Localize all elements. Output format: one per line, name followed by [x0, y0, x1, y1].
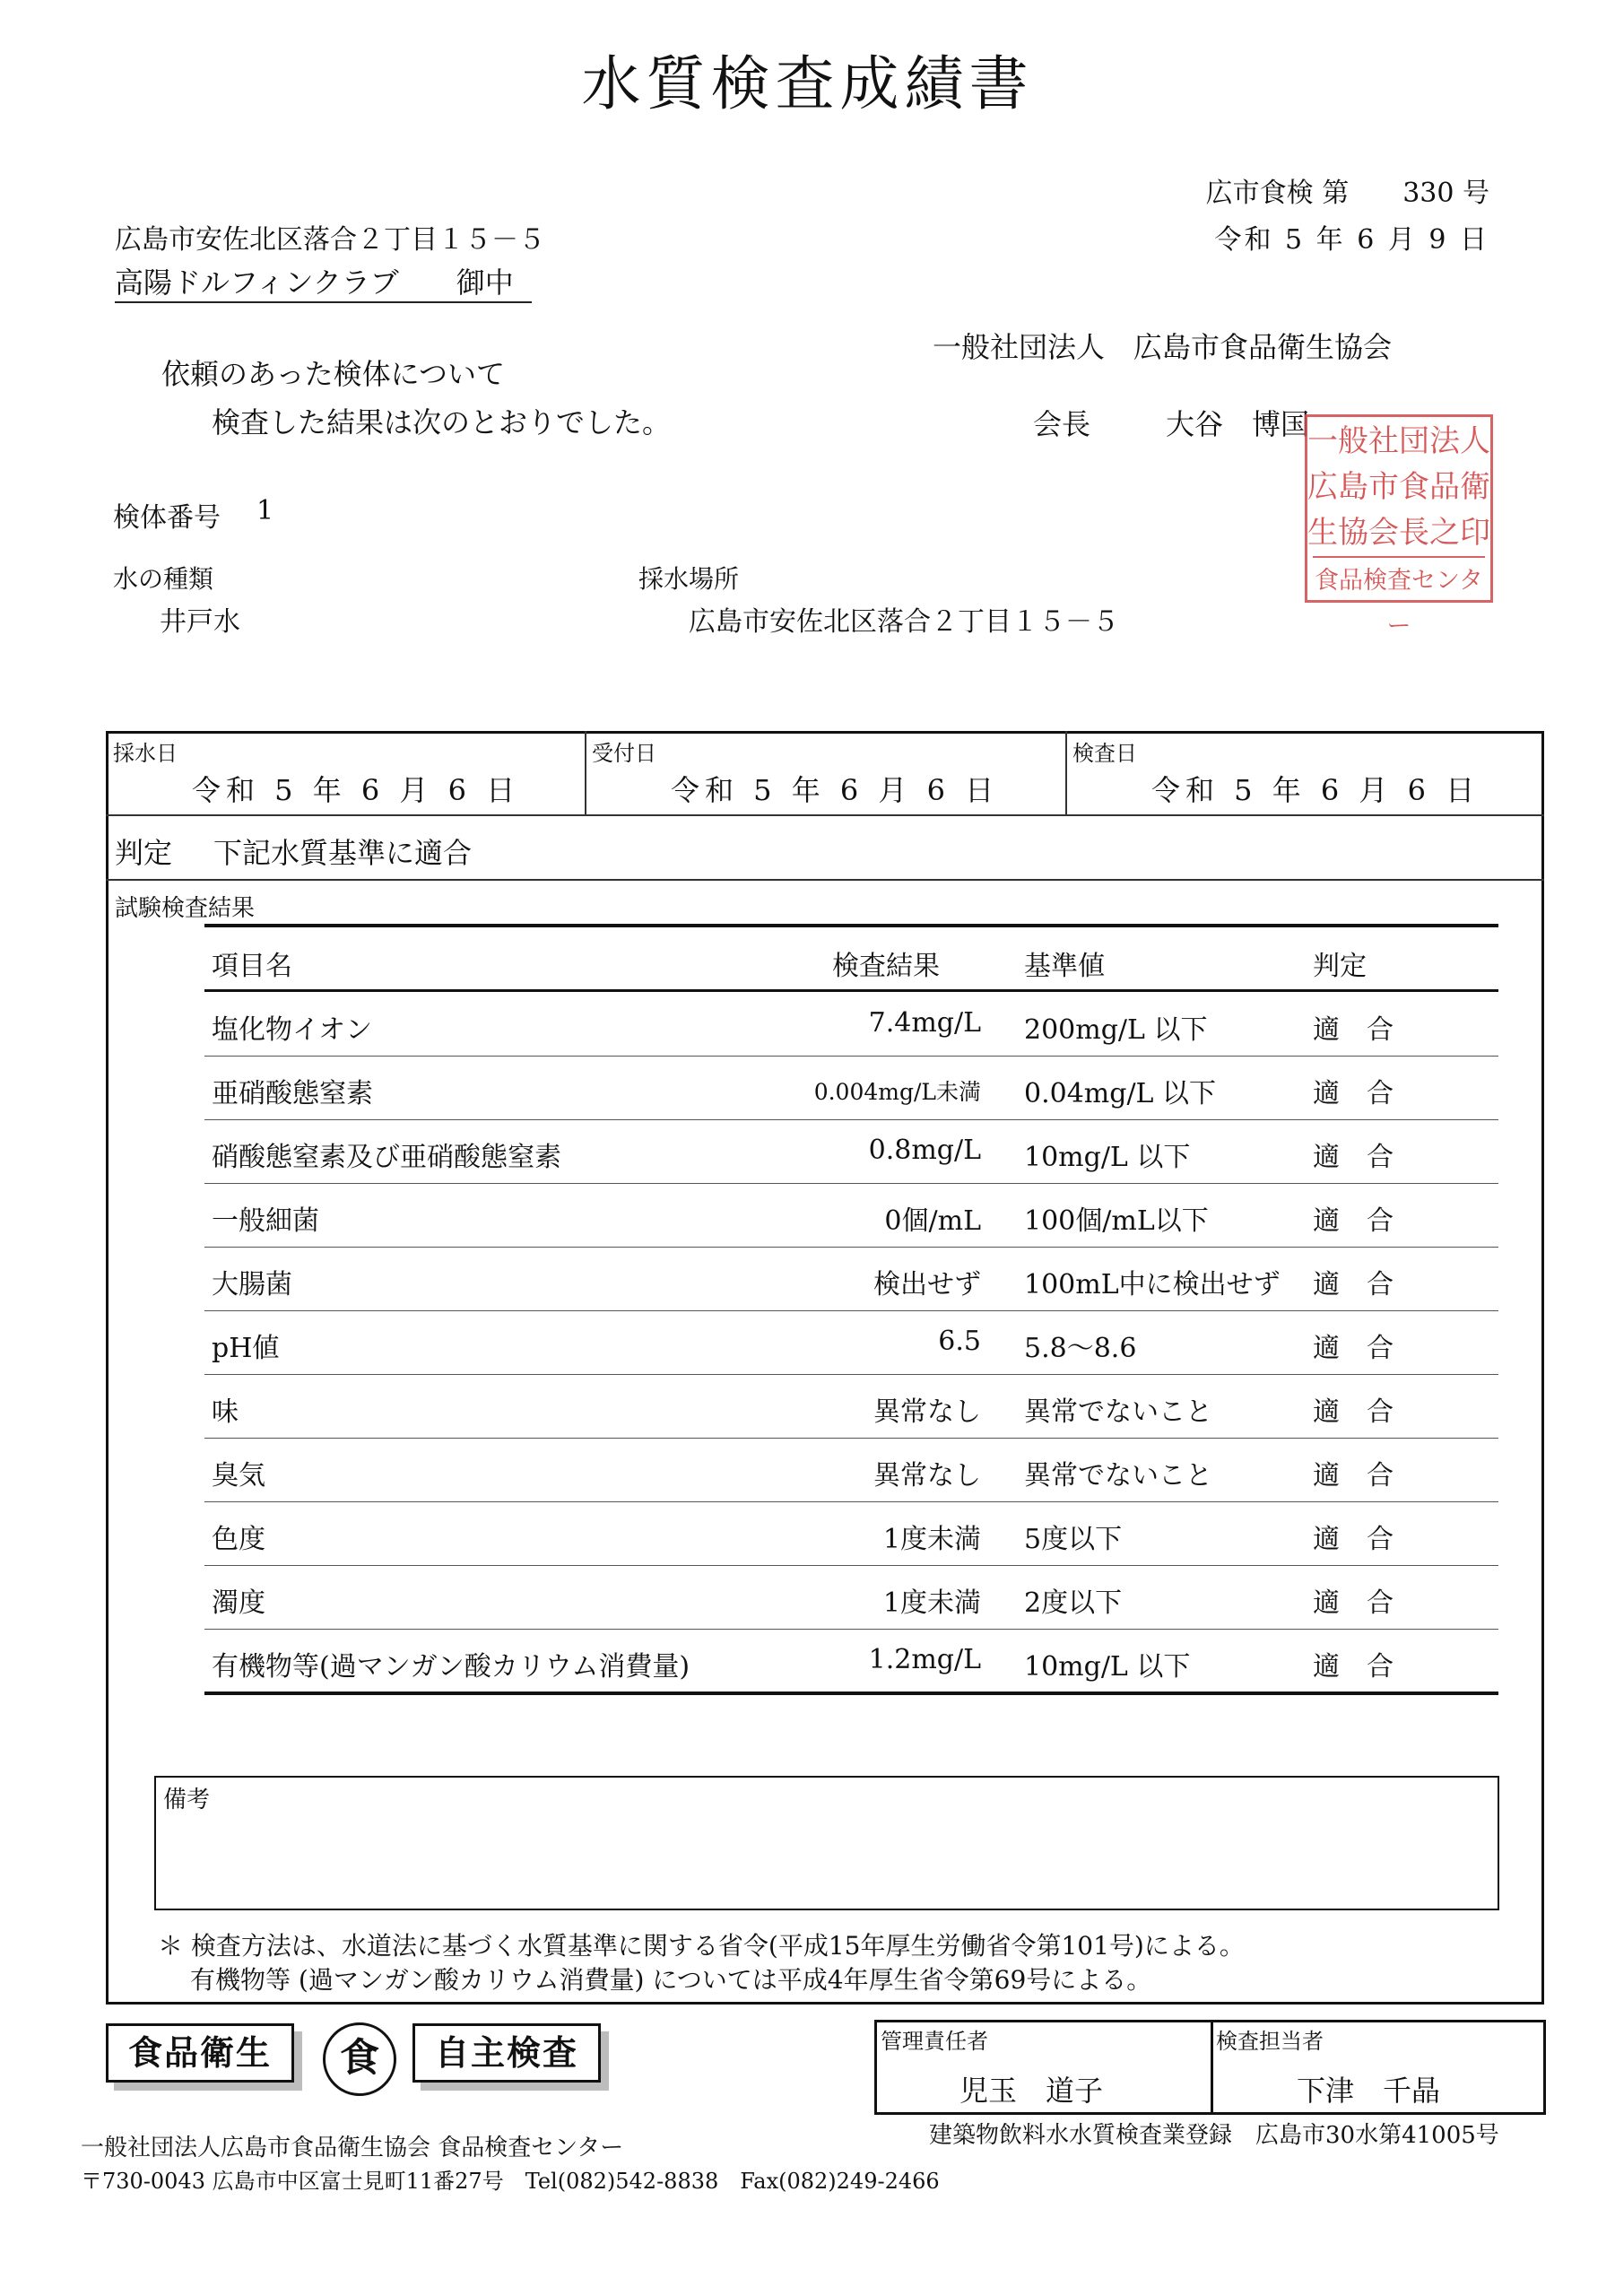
divider — [585, 731, 586, 814]
footer-organization: 一般社団法人広島市食品衛生協会 食品検査センター — [81, 2135, 624, 2161]
cell-result: 0.004mg/L未満 — [813, 1079, 981, 1105]
issue-date: 令和 5 年 6 月 9 日 — [1214, 224, 1489, 256]
cell-standard: 100個/mL以下 — [1024, 1205, 1209, 1237]
cell-standard: 5.8～8.6 — [1024, 1333, 1137, 1364]
remarks-box — [154, 1776, 1499, 1910]
association-logo-icon: 食 — [323, 2022, 396, 2096]
method-note-line-1: ＊ 検査方法は、水道法に基づく水質基準に関する省令(平成15年厚生労働省令第101号)による。 — [158, 1931, 1245, 1961]
row-divider — [204, 1183, 1498, 1184]
header-rule — [204, 989, 1498, 992]
row-divider — [204, 1565, 1498, 1566]
column-header-verdict: 判定 — [1313, 951, 1367, 982]
stamp-line: 一般社団法人 — [1307, 423, 1490, 459]
results-section-label: 試験検査結果 — [115, 895, 256, 922]
inspector-name: 下津 千晶 — [1297, 2074, 1441, 2108]
column-header-item: 項目名 — [212, 951, 292, 982]
cell-result: 6.5 — [938, 1326, 981, 1357]
issuer-name: 大谷 博国 — [1166, 407, 1310, 441]
cell-result: 0.8mg/L — [868, 1135, 981, 1166]
row-divider — [204, 1629, 1498, 1630]
row-divider — [204, 1374, 1498, 1375]
cell-result: 1度未満 — [882, 1587, 981, 1619]
stamp-line: 食品検査センター — [1313, 556, 1485, 649]
cell-verdict: 適 合 — [1313, 1587, 1394, 1619]
cell-standard: 200mg/L 以下 — [1024, 1014, 1208, 1046]
row-divider — [204, 1247, 1498, 1248]
cell-result: 1.2mg/L — [868, 1644, 981, 1675]
cell-verdict: 適 合 — [1313, 1333, 1394, 1364]
specimen-label: 検体番号 — [113, 502, 221, 534]
cell-standard: 10mg/L 以下 — [1024, 1651, 1191, 1683]
recipient-name: 高陽ドルフィンクラブ 御中 — [115, 260, 532, 303]
row-divider — [204, 1501, 1498, 1502]
method-note-line-2: 有機物等 (過マンガン酸カリウム消費量) については平成4年厚生省令第69号による。 — [190, 1965, 1152, 1995]
stamp-line: 広島市食品衛 — [1307, 469, 1490, 505]
judgement-text: 下記水質基準に適合 — [213, 836, 473, 870]
row-divider — [204, 1438, 1498, 1439]
cell-standard: 0.04mg/L 以下 — [1024, 1078, 1217, 1109]
table-top-rule — [204, 924, 1498, 927]
sampling-date-label: 採水日 — [113, 741, 178, 766]
cell-verdict: 適 合 — [1313, 1205, 1394, 1237]
cell-item: 濁度 — [212, 1587, 265, 1619]
cell-item: 味 — [212, 1396, 239, 1428]
cell-item: 一般細菌 — [212, 1205, 319, 1237]
cell-result: 0個/mL — [884, 1205, 981, 1237]
cell-result: 7.4mg/L — [868, 1007, 981, 1039]
received-date: 令和 5 年 6 月 6 日 — [671, 773, 1000, 807]
row-divider — [204, 1056, 1498, 1057]
inspector-label: 検査担当者 — [1216, 2029, 1324, 2054]
cell-item: 亜硝酸態窒素 — [212, 1078, 373, 1109]
manager-label: 管理責任者 — [881, 2029, 988, 2054]
reference-number: 広市食検 第 330 号 — [1205, 178, 1489, 209]
cell-verdict: 適 合 — [1313, 1651, 1394, 1683]
cell-item: 塩化物イオン — [212, 1014, 373, 1046]
footer-address: 〒730-0043 広島市中区富士見町11番27号 Tel(082)542-8838 Fax(082)249-2466 — [81, 2169, 940, 2194]
cell-verdict: 適 合 — [1313, 1078, 1394, 1109]
sampling-location-value: 広島市安佐北区落合２丁目１５－５ — [689, 606, 1119, 638]
inspection-date-label: 検査日 — [1072, 741, 1137, 766]
cell-standard: 10mg/L 以下 — [1024, 1142, 1191, 1173]
cell-standard: 100mL中に検出せず — [1024, 1269, 1281, 1300]
specimen-number: 1 — [256, 495, 274, 526]
cell-verdict: 適 合 — [1313, 1524, 1394, 1555]
cell-verdict: 適 合 — [1313, 1460, 1394, 1492]
cell-standard: 異常でないこと — [1024, 1396, 1212, 1428]
manager-name: 児玉 道子 — [959, 2074, 1104, 2108]
cell-item: 大腸菌 — [212, 1269, 292, 1300]
recipient-address: 広島市安佐北区落合２丁目１５－５ — [115, 224, 545, 256]
cell-verdict: 適 合 — [1313, 1142, 1394, 1173]
water-type-label: 水の種類 — [113, 564, 214, 594]
cell-item: pH値 — [212, 1333, 280, 1364]
remarks-label: 備考 — [163, 1787, 211, 1813]
issuer-organization: 一般社団法人 広島市食品衛生協会 — [933, 330, 1393, 364]
cell-verdict: 適 合 — [1313, 1269, 1394, 1300]
sampling-location-label: 採水場所 — [638, 564, 740, 594]
sampling-date: 令和 5 年 6 月 6 日 — [192, 773, 521, 807]
stamp-line: 生協会長之印 — [1307, 515, 1490, 551]
cell-verdict: 適 合 — [1313, 1396, 1394, 1428]
inspection-date: 令和 5 年 6 月 6 日 — [1151, 773, 1480, 807]
cell-result: 異常なし — [873, 1396, 981, 1428]
issuer-title: 会長 — [1033, 407, 1091, 441]
divider — [106, 814, 1544, 816]
divider — [1211, 2020, 1213, 2115]
cell-standard: 5度以下 — [1024, 1524, 1123, 1555]
cell-item: 臭気 — [212, 1460, 265, 1492]
row-divider — [204, 1310, 1498, 1311]
divider — [1065, 731, 1067, 814]
voluntary-inspection-badge: 自主検査 — [412, 2023, 601, 2083]
row-divider — [204, 1119, 1498, 1120]
official-seal-stamp — [1305, 414, 1493, 640]
water-type-value: 井戸水 — [160, 606, 240, 638]
cell-standard: 2度以下 — [1024, 1587, 1123, 1619]
column-header-result: 検査結果 — [832, 951, 940, 982]
cell-item: 有機物等(過マンガン酸カリウム消費量) — [212, 1651, 690, 1683]
food-hygiene-badge: 食品衛生 — [106, 2023, 294, 2083]
cell-item: 色度 — [212, 1524, 265, 1555]
table-bottom-rule — [204, 1692, 1498, 1695]
judgement-label: 判定 — [115, 836, 173, 870]
cell-result: 検出せず — [873, 1269, 981, 1300]
cell-standard: 異常でないこと — [1024, 1460, 1212, 1492]
column-header-standard: 基準値 — [1024, 951, 1105, 982]
document-title: 水質検査成績書 — [581, 49, 1034, 118]
cell-verdict: 適 合 — [1313, 1014, 1394, 1046]
cell-result: 異常なし — [873, 1460, 981, 1492]
registration-number: 建築物飲料水水質検査業登録 広島市30水第41005号 — [929, 2122, 1499, 2149]
intro-line-2: 検査した結果は次のとおりでした。 — [212, 405, 672, 439]
divider — [106, 879, 1544, 881]
cell-item: 硝酸態窒素及び亜硝酸態窒素 — [212, 1142, 561, 1173]
received-date-label: 受付日 — [592, 741, 656, 766]
cell-result: 1度未満 — [882, 1524, 981, 1555]
intro-line-1: 依頼のあった検体について — [161, 357, 506, 391]
